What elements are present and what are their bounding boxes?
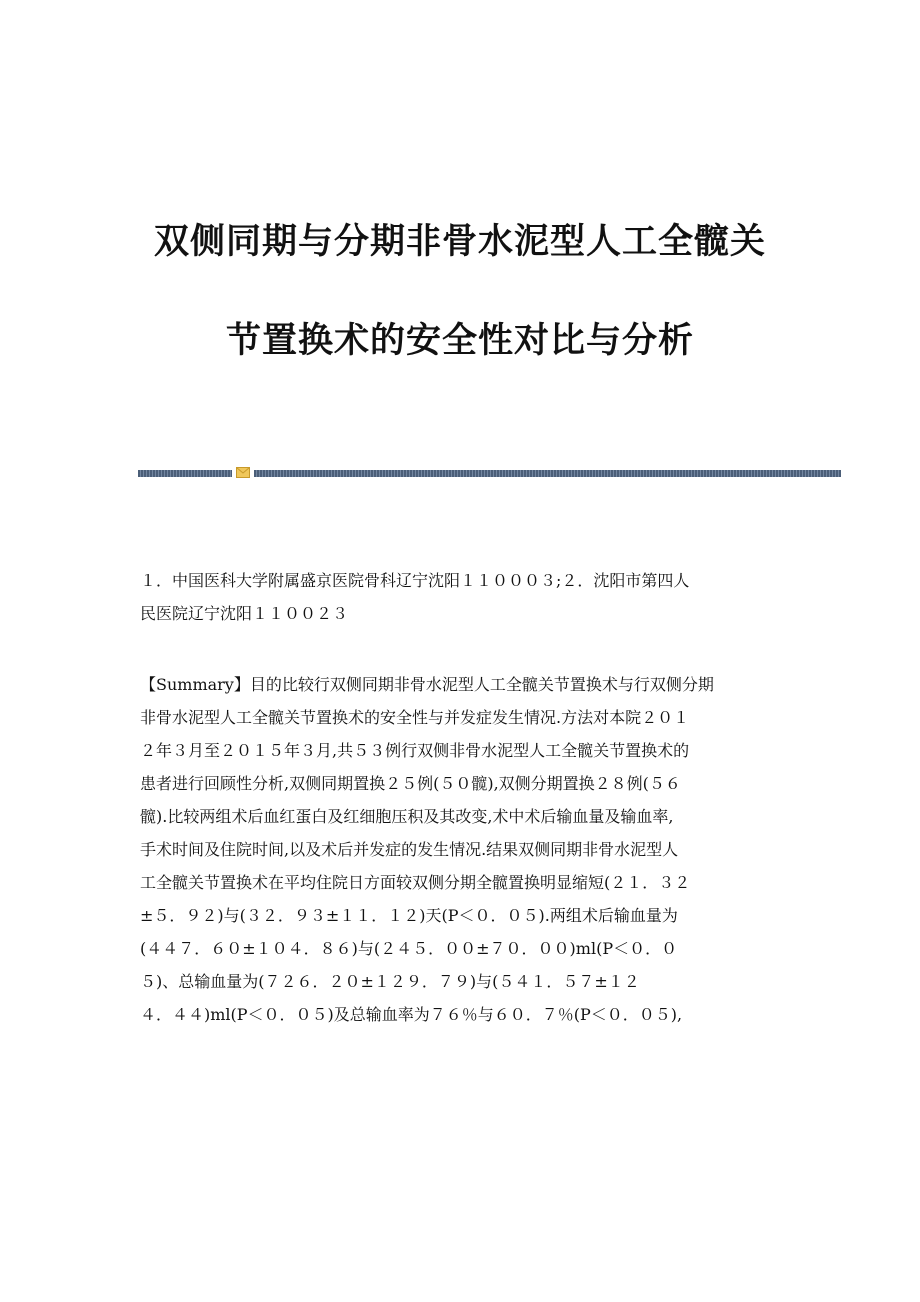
summary-line: 患者进行回顾性分析,双侧同期置换２５例(５０髋),双侧分期置换２８例(５６ <box>140 774 681 793</box>
summary-line: ±５．９２)与(３２．９３±１１．１２)天(P＜０．０５).两组术后输血量为 <box>140 906 678 925</box>
summary-line: 【Summary】目的比较行双侧同期非骨水泥型人工全髋关节置换术与行双侧分期 <box>140 675 714 694</box>
summary-line: 工全髋关节置换术在平均住院日方面较双侧分期全髋置换明显缩短(２１．３２ <box>140 873 691 892</box>
summary-paragraph <box>140 668 780 1031</box>
summary-line: ４．４４)ml(P＜０．０５)及总输血率为７６％与６０．７％(P＜０．０５), <box>140 1005 683 1024</box>
envelope-icon <box>236 467 250 478</box>
affiliation-line: 民医院辽宁沈阳１１００２３ <box>140 604 349 623</box>
divider-bar-left <box>138 470 232 477</box>
affiliation-line: １．中国医科大学附属盛京医院骨科辽宁沈阳１１０００３;２．沈阳市第四人 <box>140 571 690 590</box>
summary-line: 髋).比较两组术后血红蛋白及红细胞压积及其改变,术中术后输血量及输血率, <box>140 807 674 826</box>
summary-line: (４４７．６０±１０４．８６)与(２４５．００±７０．００)ml(P＜０．０ <box>140 939 678 958</box>
summary-line: ２年３月至２０１５年３月,共５３例行双侧非骨水泥型人工全髋关节置换术的 <box>140 741 690 760</box>
summary-line: ５)、总输血量为(７２６．２０±１２９．７９)与(５４１．５７±１２ <box>140 972 640 991</box>
document-title-line-1: 双侧同期与分期非骨水泥型人工全髋关 <box>153 222 766 262</box>
summary-line: 非骨水泥型人工全髋关节置换术的安全性与并发症发生情况.方法对本院２０１ <box>140 708 690 727</box>
title-divider <box>138 466 841 478</box>
summary-line: 手术时间及住院时间,以及术后并发症的发生情况.结果双侧同期非骨水泥型人 <box>140 840 679 859</box>
document-title-line-2: 节置换术的安全性对比与分析 <box>225 321 694 361</box>
divider-bar-right <box>254 470 841 477</box>
affiliation-paragraph <box>140 564 780 630</box>
